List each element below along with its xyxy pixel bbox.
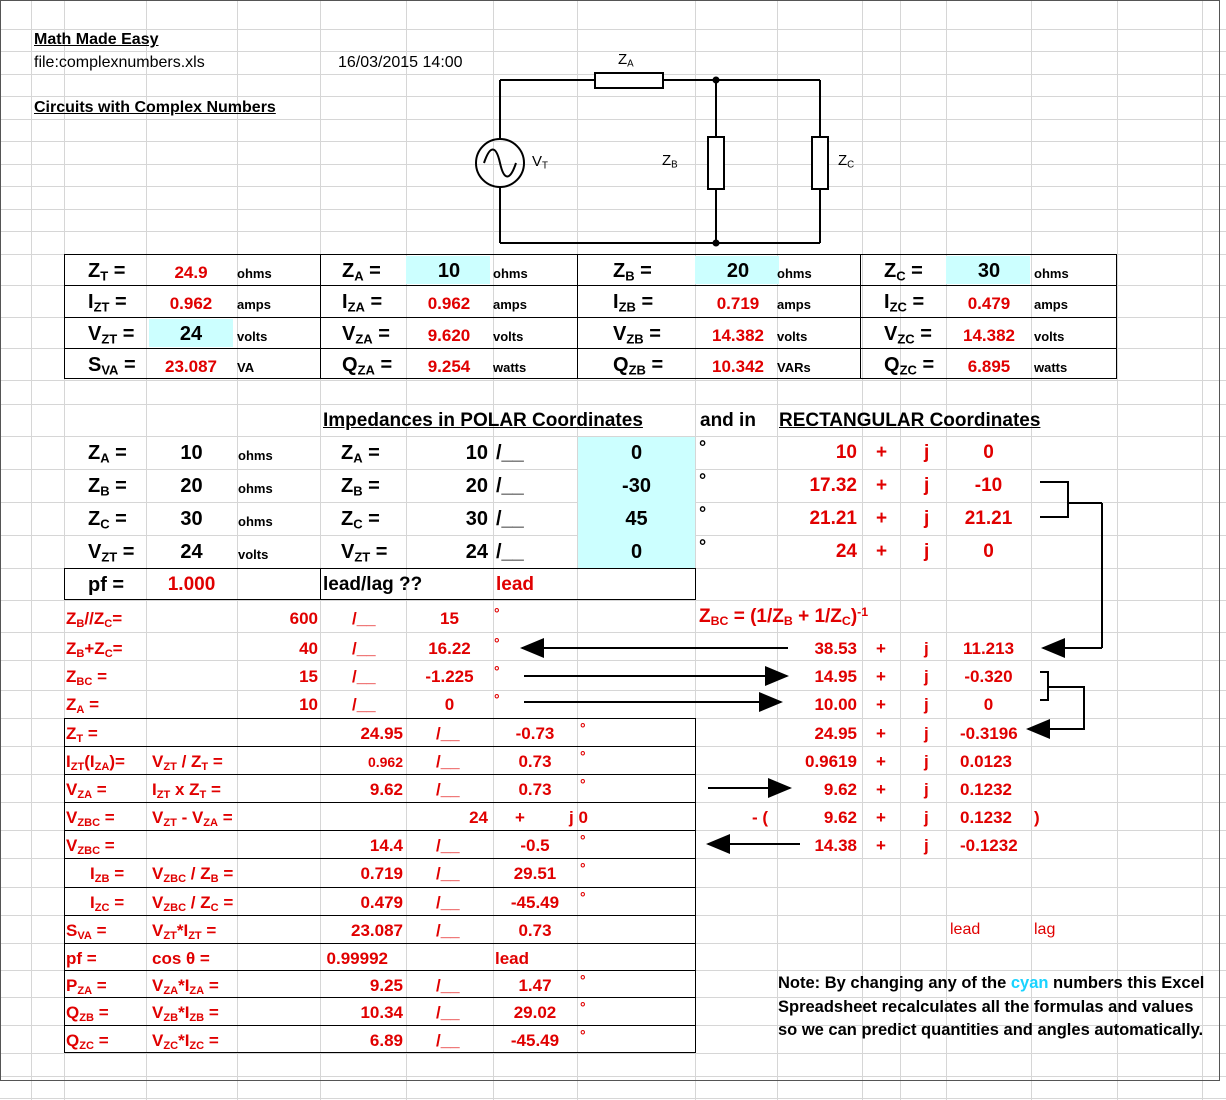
summary-value: 9.620 <box>427 326 471 345</box>
calc-real: 10.00 <box>814 695 857 714</box>
summary-value: 0.719 <box>716 294 760 313</box>
polar-mid-label: $Z_B$ = <box>341 475 380 499</box>
result-formula: $V_{ZT}*I_{ZT}$ = <box>152 921 217 942</box>
j-sign: j <box>924 836 929 855</box>
calc-magnitude: 10 <box>299 695 318 714</box>
angle-symbol: /__ <box>436 921 460 940</box>
result-formula: $V_{ZBC} / Z_B$ = <box>152 864 234 885</box>
j-sign: j <box>924 808 929 827</box>
result-imag: 0.1232 <box>960 808 1012 827</box>
result-formula: $V_{ZT} / Z_T$ = <box>152 752 223 773</box>
calc-magnitude: 600 <box>289 609 318 628</box>
summary-label: $Z_A$ = <box>342 260 381 284</box>
result-angle: -45.49 <box>510 1031 560 1050</box>
table-divider <box>64 802 696 803</box>
summary-label: $I_{ZB}$ = <box>613 291 654 315</box>
result-magnitude: 24.95 <box>360 724 403 743</box>
j-sign: j <box>924 475 930 496</box>
result-formula: $I_{ZT}$ x $Z_T$ = <box>152 780 221 801</box>
circuit-diagram <box>460 45 880 255</box>
j-sign: j <box>924 780 929 799</box>
polar-mid-label: $Z_C$ = <box>341 508 380 532</box>
calc-magnitude: 40 <box>299 639 318 658</box>
angle-symbol: /__ <box>436 864 460 883</box>
summary-label: $Q_{ZA}$ = <box>342 354 393 378</box>
summary-input-value[interactable]: 30 <box>977 260 1001 282</box>
polar-left-unit: volts <box>238 547 269 562</box>
summary-value: 6.895 <box>967 357 1011 376</box>
table-divider <box>64 915 696 916</box>
result-angle: 0.73 <box>518 752 552 771</box>
result-label: $Z_T$ = <box>66 724 98 745</box>
degree-sign: ° <box>580 832 586 848</box>
polar-magnitude: 10 <box>465 442 488 464</box>
table-divider <box>64 858 696 859</box>
angle-symbol: /__ <box>352 695 376 714</box>
angle-symbol: /__ <box>436 976 460 995</box>
result-label: $V_{ZBC}$ = <box>66 808 115 829</box>
summary-unit: ohms <box>777 266 812 281</box>
circuit-label-zc: $Z_C$ <box>838 152 855 171</box>
summary-label: $S_{VA}$ = <box>88 354 136 378</box>
result-label: $Q_{ZB}$ = <box>66 1003 109 1024</box>
degree-sign: ° <box>580 1027 586 1043</box>
result-angle: 1.47 <box>518 976 552 995</box>
plus-sign: + <box>876 639 886 658</box>
result-magnitude: 0.479 <box>360 893 403 912</box>
file-name: file:complexnumbers.xls <box>34 54 205 71</box>
angle-symbol: /__ <box>352 667 376 686</box>
lead-label: lead <box>950 921 981 938</box>
table-divider <box>64 348 1117 349</box>
rect-imag: 0 <box>983 541 994 562</box>
summary-unit: amps <box>777 297 811 312</box>
lag-label: lag <box>1034 921 1056 938</box>
rect-imag: 0 <box>983 442 994 463</box>
angle-symbol: /__ <box>436 893 460 912</box>
note-text: Note: By changing any of the cyan numbers this Excel Spreadsheet recalculates all the formulas and values so we can predict quantities and angles automatically. <box>778 974 1205 1039</box>
angle-symbol: /__ <box>496 442 524 464</box>
angle-symbol: /__ <box>436 724 460 743</box>
calc-magnitude: 15 <box>299 667 318 686</box>
calc-angle: 0 <box>444 695 455 714</box>
result-magnitude: 6.89 <box>369 1031 403 1050</box>
angle-symbol: /__ <box>436 752 460 771</box>
result-real: 0.9619 <box>805 752 857 771</box>
result-label: $P_{ZA}$ = <box>66 976 107 997</box>
summary-unit: amps <box>493 297 527 312</box>
result-formula: $V_{ZA}*I_{ZA}$ = <box>152 976 219 997</box>
calc-imag: 11.213 <box>962 639 1015 658</box>
plus-sign: + <box>876 695 886 714</box>
summary-label: $V_{ZT}$ = <box>88 323 135 347</box>
summary-value: 14.382 <box>963 326 1015 345</box>
polar-magnitude: 30 <box>465 508 488 530</box>
degree-sign: ° <box>580 972 586 988</box>
rect-imag: -10 <box>974 475 1003 496</box>
degree-sign: ° <box>699 437 707 457</box>
summary-label: $Z_B$ = <box>613 260 652 284</box>
vzbc-plus: + <box>515 808 525 827</box>
summary-value: 23.087 <box>165 357 217 376</box>
angle-symbol: /__ <box>436 836 460 855</box>
summary-value: 0.479 <box>967 294 1011 313</box>
summary-input-value[interactable]: 24 <box>179 323 203 345</box>
summary-input-value[interactable]: 10 <box>437 260 461 282</box>
leadlag-value: lead <box>496 574 535 595</box>
plus-sign: + <box>876 752 886 771</box>
node-dot <box>713 77 720 84</box>
node-dot <box>713 240 720 247</box>
degree-sign: ° <box>580 720 586 736</box>
table-divider <box>64 830 696 831</box>
polar-left-value: 24 <box>180 541 203 563</box>
plus-sign: + <box>876 442 888 463</box>
result-imag: 0.0123 <box>960 752 1012 771</box>
summary-value: 10.342 <box>712 357 764 376</box>
result-magnitude: 14.4 <box>369 836 403 855</box>
result-imag: 0.1232 <box>960 780 1012 799</box>
close-paren: ) <box>1034 808 1040 827</box>
zbc-formula: $Z_{BC} = (1/Z_B + 1/Z_C)^{-1}$ <box>699 604 869 629</box>
j-sign: j <box>924 695 929 714</box>
polar-left-value: 20 <box>180 475 203 497</box>
degree-sign: ° <box>580 889 586 905</box>
result-formula: cos θ = <box>152 949 210 968</box>
table-divider <box>64 943 696 944</box>
degree-sign: ° <box>494 663 500 679</box>
result-formula: $V_{ZBC} / Z_C$ = <box>152 893 234 914</box>
rect-real: 17.32 <box>809 475 857 496</box>
and-in-heading: and in <box>700 410 756 431</box>
summary-unit: VA <box>237 360 255 375</box>
circuit-label-za: $Z_A$ <box>618 51 634 70</box>
degree-sign: ° <box>580 776 586 792</box>
result-magnitude: 9.25 <box>369 976 403 995</box>
result-label: $V_{ZA}$ = <box>66 780 107 801</box>
rect-real: 10 <box>835 442 857 463</box>
rect-heading: RECTANGULAR Coordinates <box>779 410 1041 431</box>
pf-value: 1.000 <box>167 574 216 595</box>
calc-imag: 0 <box>983 695 994 714</box>
summary-unit: watts <box>1034 360 1068 375</box>
summary-label: $I_{ZT}$ = <box>88 291 127 315</box>
table-divider <box>64 970 696 971</box>
j-sign: j <box>924 541 930 562</box>
polar-left-unit: ohms <box>238 514 273 529</box>
summary-unit: volts <box>1034 329 1065 344</box>
j-sign: j <box>924 752 929 771</box>
summary-label: $Q_{ZC}$ = <box>884 354 935 378</box>
table-divider <box>64 997 696 998</box>
polar-left-value: 30 <box>180 508 203 530</box>
minus-open: - ( <box>752 808 769 827</box>
result-magnitude: 10.34 <box>360 1003 403 1022</box>
summary-label: $I_{ZA}$ = <box>342 291 383 315</box>
summary-value: 24.9 <box>174 263 208 282</box>
polar-angle-input[interactable]: 0 <box>630 541 643 563</box>
summary-unit: watts <box>493 360 527 375</box>
summary-value: 0.962 <box>169 294 213 313</box>
summary-value: 14.382 <box>712 326 764 345</box>
calc-label: $Z_B//Z_C=$ <box>66 609 123 630</box>
table-divider <box>64 285 1117 286</box>
calc-imag: -0.320 <box>964 667 1013 686</box>
polar-mid-label: $Z_A$ = <box>341 442 380 466</box>
result-angle: -0.5 <box>520 836 550 855</box>
plus-sign: + <box>876 724 886 743</box>
result-label: $I_{ZB}$ = <box>90 864 125 885</box>
summary-unit: VARs <box>777 360 811 375</box>
polar-left-label: $V_{ZT}$ = <box>88 541 135 565</box>
degree-sign: ° <box>580 999 586 1015</box>
result-magnitude: 9.62 <box>369 780 403 799</box>
result-magnitude: 0.99992 <box>326 949 388 968</box>
summary-label: $Q_{ZB}$ = <box>613 354 664 378</box>
plus-sign: + <box>876 541 888 562</box>
polar-magnitude: 24 <box>465 541 488 563</box>
summary-value: 0.962 <box>427 294 471 313</box>
result-imag: -0.1232 <box>960 836 1018 855</box>
result-label: $I_{ZC}$ = <box>90 893 125 914</box>
table-divider <box>64 317 1117 318</box>
polar-left-label: $Z_B$ = <box>88 475 127 499</box>
result-formula: $V_{ZB}*I_{ZB}$ = <box>152 1003 219 1024</box>
j-sign: j <box>924 442 930 463</box>
j-sign: j <box>924 639 929 658</box>
plus-sign: + <box>876 667 886 686</box>
plus-sign: + <box>876 836 886 855</box>
summary-value: 9.254 <box>427 357 471 376</box>
calc-real: 38.53 <box>814 639 857 658</box>
plus-sign: + <box>876 508 888 529</box>
rect-real: 24 <box>835 541 857 562</box>
summary-input-value[interactable]: 20 <box>726 260 750 282</box>
degree-sign: ° <box>699 503 707 523</box>
calc-label: $Z_B+Z_C=$ <box>66 639 123 660</box>
polar-left-label: $Z_C$ = <box>88 508 127 532</box>
result-real: 14.38 <box>814 836 857 855</box>
table-divider <box>320 568 321 600</box>
leadlag-label: lead/lag ?? <box>323 574 423 595</box>
polar-mid-label: $V_{ZT}$ = <box>341 541 388 565</box>
result-angle: lead <box>495 949 530 968</box>
polar-left-unit: ohms <box>238 448 273 463</box>
circuit-label-vt: $V_T$ <box>532 153 548 172</box>
result-angle: 0.73 <box>518 921 552 940</box>
polar-left-label: $Z_A$ = <box>88 442 127 466</box>
date-time: 16/03/2015 14:00 <box>338 54 463 71</box>
polar-magnitude: 20 <box>465 475 488 497</box>
result-label: $I_{ZT}(I_{ZA})=$ <box>66 752 125 773</box>
result-angle: -45.49 <box>510 893 560 912</box>
summary-unit: amps <box>237 297 271 312</box>
j-sign: j <box>924 667 929 686</box>
rect-imag: 21.21 <box>964 508 1013 529</box>
result-formula: $V_{ZC}*I_{ZC}$ = <box>152 1031 219 1052</box>
summary-label: $Z_C$ = <box>884 260 923 284</box>
summary-unit: volts <box>237 329 268 344</box>
result-label: $S_{VA}$ = <box>66 921 107 942</box>
calc-real: 14.95 <box>814 667 857 686</box>
angle-symbol: /__ <box>496 541 524 563</box>
vzbc-real: 24 <box>469 808 488 827</box>
result-label: $V_{ZBC}$ = <box>66 836 115 857</box>
result-angle: 29.02 <box>513 1003 557 1022</box>
summary-unit: amps <box>1034 297 1068 312</box>
polar-left-value: 10 <box>180 442 203 464</box>
j-sign: j <box>924 724 929 743</box>
result-real: 9.62 <box>823 780 857 799</box>
angle-symbol: /__ <box>496 508 524 530</box>
calc-label: $Z_{BC}$ = <box>66 667 108 688</box>
summary-unit: ohms <box>1034 266 1069 281</box>
sheet-title: Math Made Easy <box>34 31 159 48</box>
calc-label: $Z_A$ = <box>66 695 100 716</box>
vzbc-imag: j 0 <box>569 808 588 827</box>
degree-sign: ° <box>494 691 500 707</box>
table-divider <box>64 1025 696 1026</box>
result-imag: -0.3196 <box>960 724 1018 743</box>
summary-label: $V_{ZC}$ = <box>884 323 932 347</box>
plus-sign: + <box>876 808 886 827</box>
summary-label: $V_{ZB}$ = <box>613 323 661 347</box>
polar-heading: Impedances in POLAR Coordinates <box>323 410 643 431</box>
summary-label: $Z_T$ = <box>88 260 126 284</box>
summary-unit: ohms <box>493 266 528 281</box>
result-magnitude: 0.719 <box>360 864 403 883</box>
calc-angle: 15 <box>440 609 459 628</box>
summary-unit: ohms <box>237 266 272 281</box>
plus-sign: + <box>876 780 886 799</box>
result-label: $Q_{ZC}$ = <box>66 1031 109 1052</box>
polar-angle-input[interactable]: 0 <box>630 442 643 464</box>
pf-label: pf = <box>88 574 125 596</box>
circuit-label-zb: $Z_B$ <box>662 152 678 171</box>
result-label: pf = <box>66 949 97 968</box>
j-sign: j <box>924 508 930 529</box>
polar-angle-input[interactable]: 45 <box>625 508 648 530</box>
result-magnitude: 23.087 <box>351 921 403 940</box>
calc-angle: 16.22 <box>428 639 471 658</box>
result-angle: -0.73 <box>515 724 555 743</box>
table-divider <box>64 774 696 775</box>
degree-sign: ° <box>699 470 707 490</box>
angle-symbol: /__ <box>436 1031 460 1050</box>
result-real: 9.62 <box>823 808 857 827</box>
summary-unit: volts <box>777 329 808 344</box>
rect-real: 21.21 <box>809 508 857 529</box>
result-angle: 0.73 <box>518 780 552 799</box>
summary-label: $V_{ZA}$ = <box>342 323 390 347</box>
angle-symbol: /__ <box>436 1003 460 1022</box>
result-real: 24.95 <box>814 724 857 743</box>
angle-symbol: /__ <box>352 609 376 628</box>
degree-sign: ° <box>494 605 500 621</box>
degree-sign: ° <box>494 635 500 651</box>
result-angle: 29.51 <box>513 864 557 883</box>
result-formula: $V_{ZT} - V_{ZA}$ = <box>152 808 233 829</box>
summary-label: $I_{ZC}$ = <box>884 291 925 315</box>
sheet-subtitle: Circuits with Complex Numbers <box>34 99 276 116</box>
degree-sign: ° <box>580 860 586 876</box>
table-divider <box>64 746 696 747</box>
summary-unit: volts <box>493 329 524 344</box>
table-divider <box>64 887 696 888</box>
plus-sign: + <box>876 475 888 496</box>
degree-sign: ° <box>580 748 586 764</box>
angle-symbol: /__ <box>436 780 460 799</box>
degree-sign: ° <box>699 536 707 556</box>
angle-symbol: /__ <box>352 639 376 658</box>
angle-symbol: /__ <box>496 475 524 497</box>
calc-angle: -1.225 <box>425 667 474 686</box>
polar-left-unit: ohms <box>238 481 273 496</box>
result-magnitude: 0.962 <box>367 754 403 770</box>
polar-angle-input[interactable]: -30 <box>622 475 651 497</box>
